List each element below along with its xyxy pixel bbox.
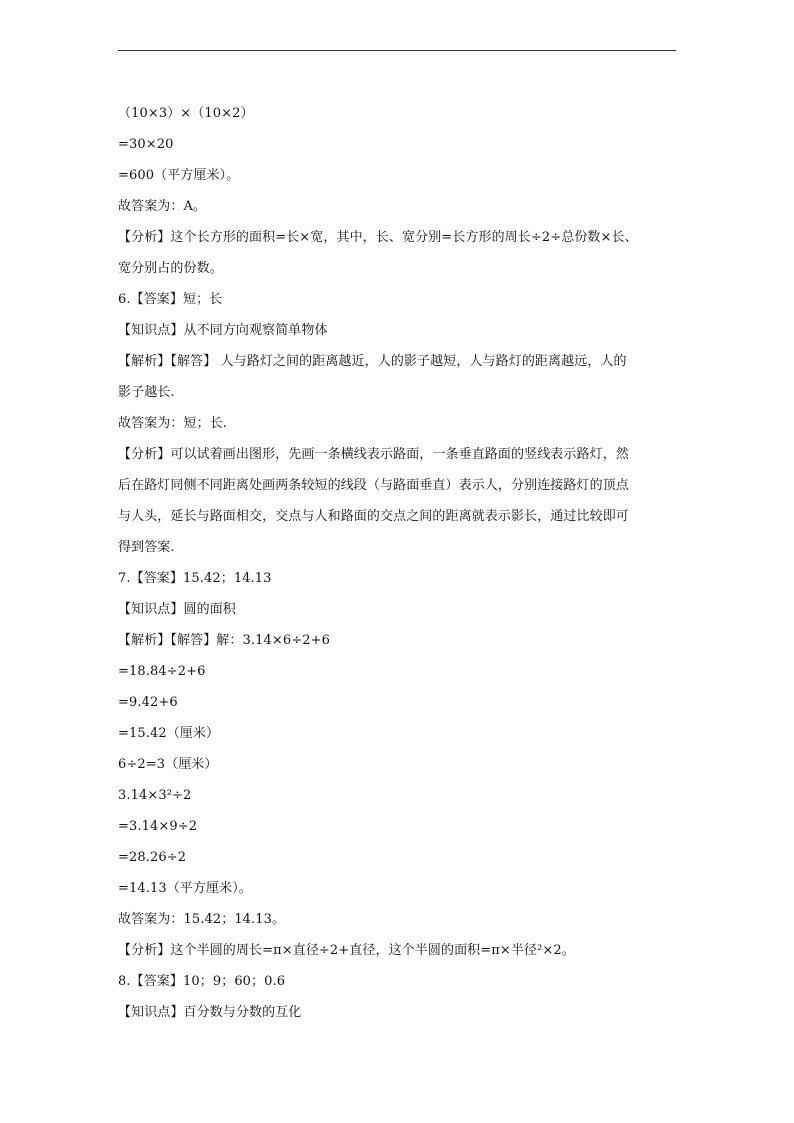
document-body: [118, 98, 678, 1028]
answer-heading-6: 6.【答案】短；长: [118, 292, 223, 307]
text-line: =14.13（平方厘米）。: [118, 881, 252, 896]
text-line: =3.14×9÷2: [118, 819, 198, 834]
analysis-line: 后在路灯同侧不同距离处画两条较短的线段（与路面垂直）表示人，分别连接路灯的顶点: [118, 478, 629, 493]
text-line: =28.26÷2: [118, 850, 187, 865]
text-line: 故答案为：15.42；14.13。: [118, 912, 286, 927]
text-line: =18.84÷2+6: [118, 664, 206, 679]
knowledge-point-line: 【知识点】百分数与分数的互化: [118, 1005, 302, 1020]
analysis-line: 【分析】可以试着画出图形，先画一条横线表示路面，一条垂直路面的竖线表示路灯，然: [118, 447, 629, 462]
answer-heading-7: 7.【答案】15.42；14.13: [118, 571, 272, 586]
text-line: 故答案为：短；长.: [118, 416, 228, 431]
analysis-line: 宽分别占的份数。: [118, 261, 223, 276]
header-rule: [118, 50, 676, 51]
solution-line: 【解析】【解答】 人与路灯之间的距离越近，人的影子越短，人与路灯的距离越远，人的: [118, 354, 627, 369]
analysis-line: 与人头，延长与路面相交，交点与人和路面的交点之间的距离就表示影长，通过比较即可: [118, 509, 629, 524]
text-line: =9.42+6: [118, 695, 178, 710]
knowledge-point-line: 【知识点】圆的面积: [118, 602, 236, 617]
text-line: 3.14×3²÷2: [118, 788, 192, 803]
analysis-line: 【分析】这个长方形的面积=长×宽，其中，长、宽分别=长方形的周长÷2÷总份数×长、: [118, 230, 638, 245]
solution-line: 【解析】【解答】解：3.14×6÷2+6: [118, 633, 330, 648]
text-line: =15.42（厘米）: [118, 726, 220, 741]
solution-line: 影子越长.: [118, 385, 175, 400]
text-line: =600（平方厘米）。: [118, 168, 240, 183]
analysis-line: 【分析】这个半圆的周长=π×直径÷2+直径，这个半圆的面积=π×半径²×2。: [118, 943, 575, 958]
text-line: 6÷2=3（厘米）: [118, 757, 218, 772]
text-line: 故答案为：A。: [118, 199, 207, 214]
analysis-line: 得到答案.: [118, 540, 175, 555]
knowledge-point-line: 【知识点】从不同方向观察简单物体: [118, 323, 328, 338]
answer-heading-8: 8.【答案】10；9；60；0.6: [118, 974, 286, 989]
text-line: =30×20: [118, 137, 174, 152]
text-line: （10×3）×（10×2）: [118, 106, 254, 121]
